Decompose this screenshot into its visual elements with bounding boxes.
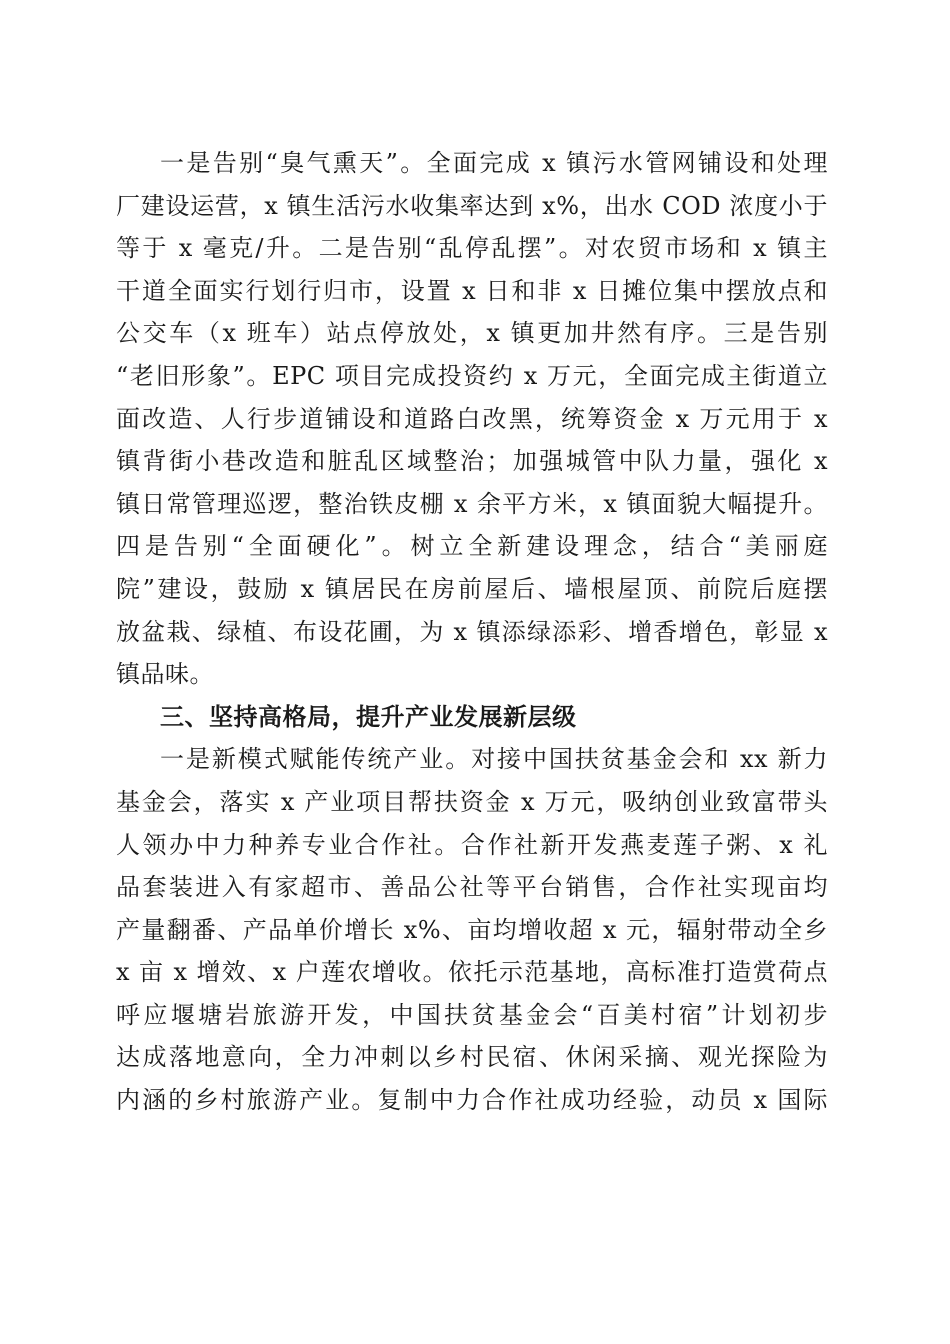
section-heading: 三、坚持高格局，提升产业发展新层级 bbox=[160, 702, 577, 731]
paragraph-2-line-3: 人领办中力种养专业合作社。合作社新开发燕麦莲子粥、x 礼 bbox=[116, 830, 828, 859]
paragraph-1-line-6: “老旧形象”。EPC 项目完成投资约 x 万元，全面完成主街道立 bbox=[116, 361, 828, 390]
paragraph-1-line-10: 四是告别“全面硬化”。树立全新建设理念，结合“美丽庭 bbox=[116, 532, 828, 561]
paragraph-2-line-1: 一是新模式赋能传统产业。对接中国扶贫基金会和 xx 新力 bbox=[160, 745, 828, 774]
paragraph-1-line-12: 放盆栽、绿植、布设花圃，为 x 镇添绿添彩、增香增色，彰显 x bbox=[116, 617, 828, 646]
paragraph-1-line-7: 面改造、人行步道铺设和道路白改黑，统筹资金 x 万元用于 x bbox=[116, 404, 828, 433]
document-body bbox=[116, 142, 828, 1122]
paragraph-1-line-13: 镇品味。 bbox=[116, 660, 214, 689]
paragraph-1-line-9: 镇日常管理巡逻，整治铁皮棚 x 余平方米，x 镇面貌大幅提升。 bbox=[116, 489, 828, 518]
paragraph-1-line-11: 院”建设，鼓励 x 镇居民在房前屋后、墙根屋顶、前院后庭摆 bbox=[116, 574, 828, 603]
paragraph-2-line-5: 产量翻番、产品单价增长 x%、亩均增收超 x 元，辐射带动全乡 bbox=[116, 915, 828, 944]
paragraph-2-line-9: 内涵的乡村旅游产业。复制中力合作社成功经验，动员 x 国际 bbox=[116, 1086, 828, 1115]
paragraph-1-line-4: 干道全面实行划行归市，设置 x 日和非 x 日摊位集中摆放点和 bbox=[116, 276, 828, 305]
paragraph-1-line-3: 等于 x 毫克/升。二是告别“乱停乱摆”。对农贸市场和 x 镇主 bbox=[116, 234, 828, 263]
paragraph-1-line-2: 厂建设运营，x 镇生活污水收集率达到 x%，出水 COD 浓度小于 bbox=[116, 191, 828, 220]
paragraph-1-line-8: 镇背街小巷改造和脏乱区域整治；加强城管中队力量，强化 x bbox=[116, 447, 828, 476]
paragraph-1-line-5: 公交车（x 班车）站点停放处，x 镇更加井然有序。三是告别 bbox=[116, 319, 828, 348]
paragraph-2-line-7: 呼应堰塘岩旅游开发，中国扶贫基金会“百美村宿”计划初步 bbox=[116, 1000, 828, 1029]
paragraph-2-line-6: x 亩 x 增效、x 户莲农增收。依托示范基地，高标准打造赏荷点 bbox=[116, 958, 828, 987]
paragraph-1-line-1: 一是告别“臭气熏天”。全面完成 x 镇污水管网铺设和处理 bbox=[160, 149, 828, 177]
paragraph-2-line-4: 品套装进入有家超市、善品公社等平台销售，合作社实现亩均 bbox=[116, 873, 828, 902]
paragraph-2-line-8: 达成落地意向，全力冲刺以乡村民宿、休闲采摘、观光探险为 bbox=[116, 1043, 828, 1072]
paragraph-2-line-2: 基金会，落实 x 产业项目帮扶资金 x 万元，吸纳创业致富带头 bbox=[116, 787, 828, 816]
